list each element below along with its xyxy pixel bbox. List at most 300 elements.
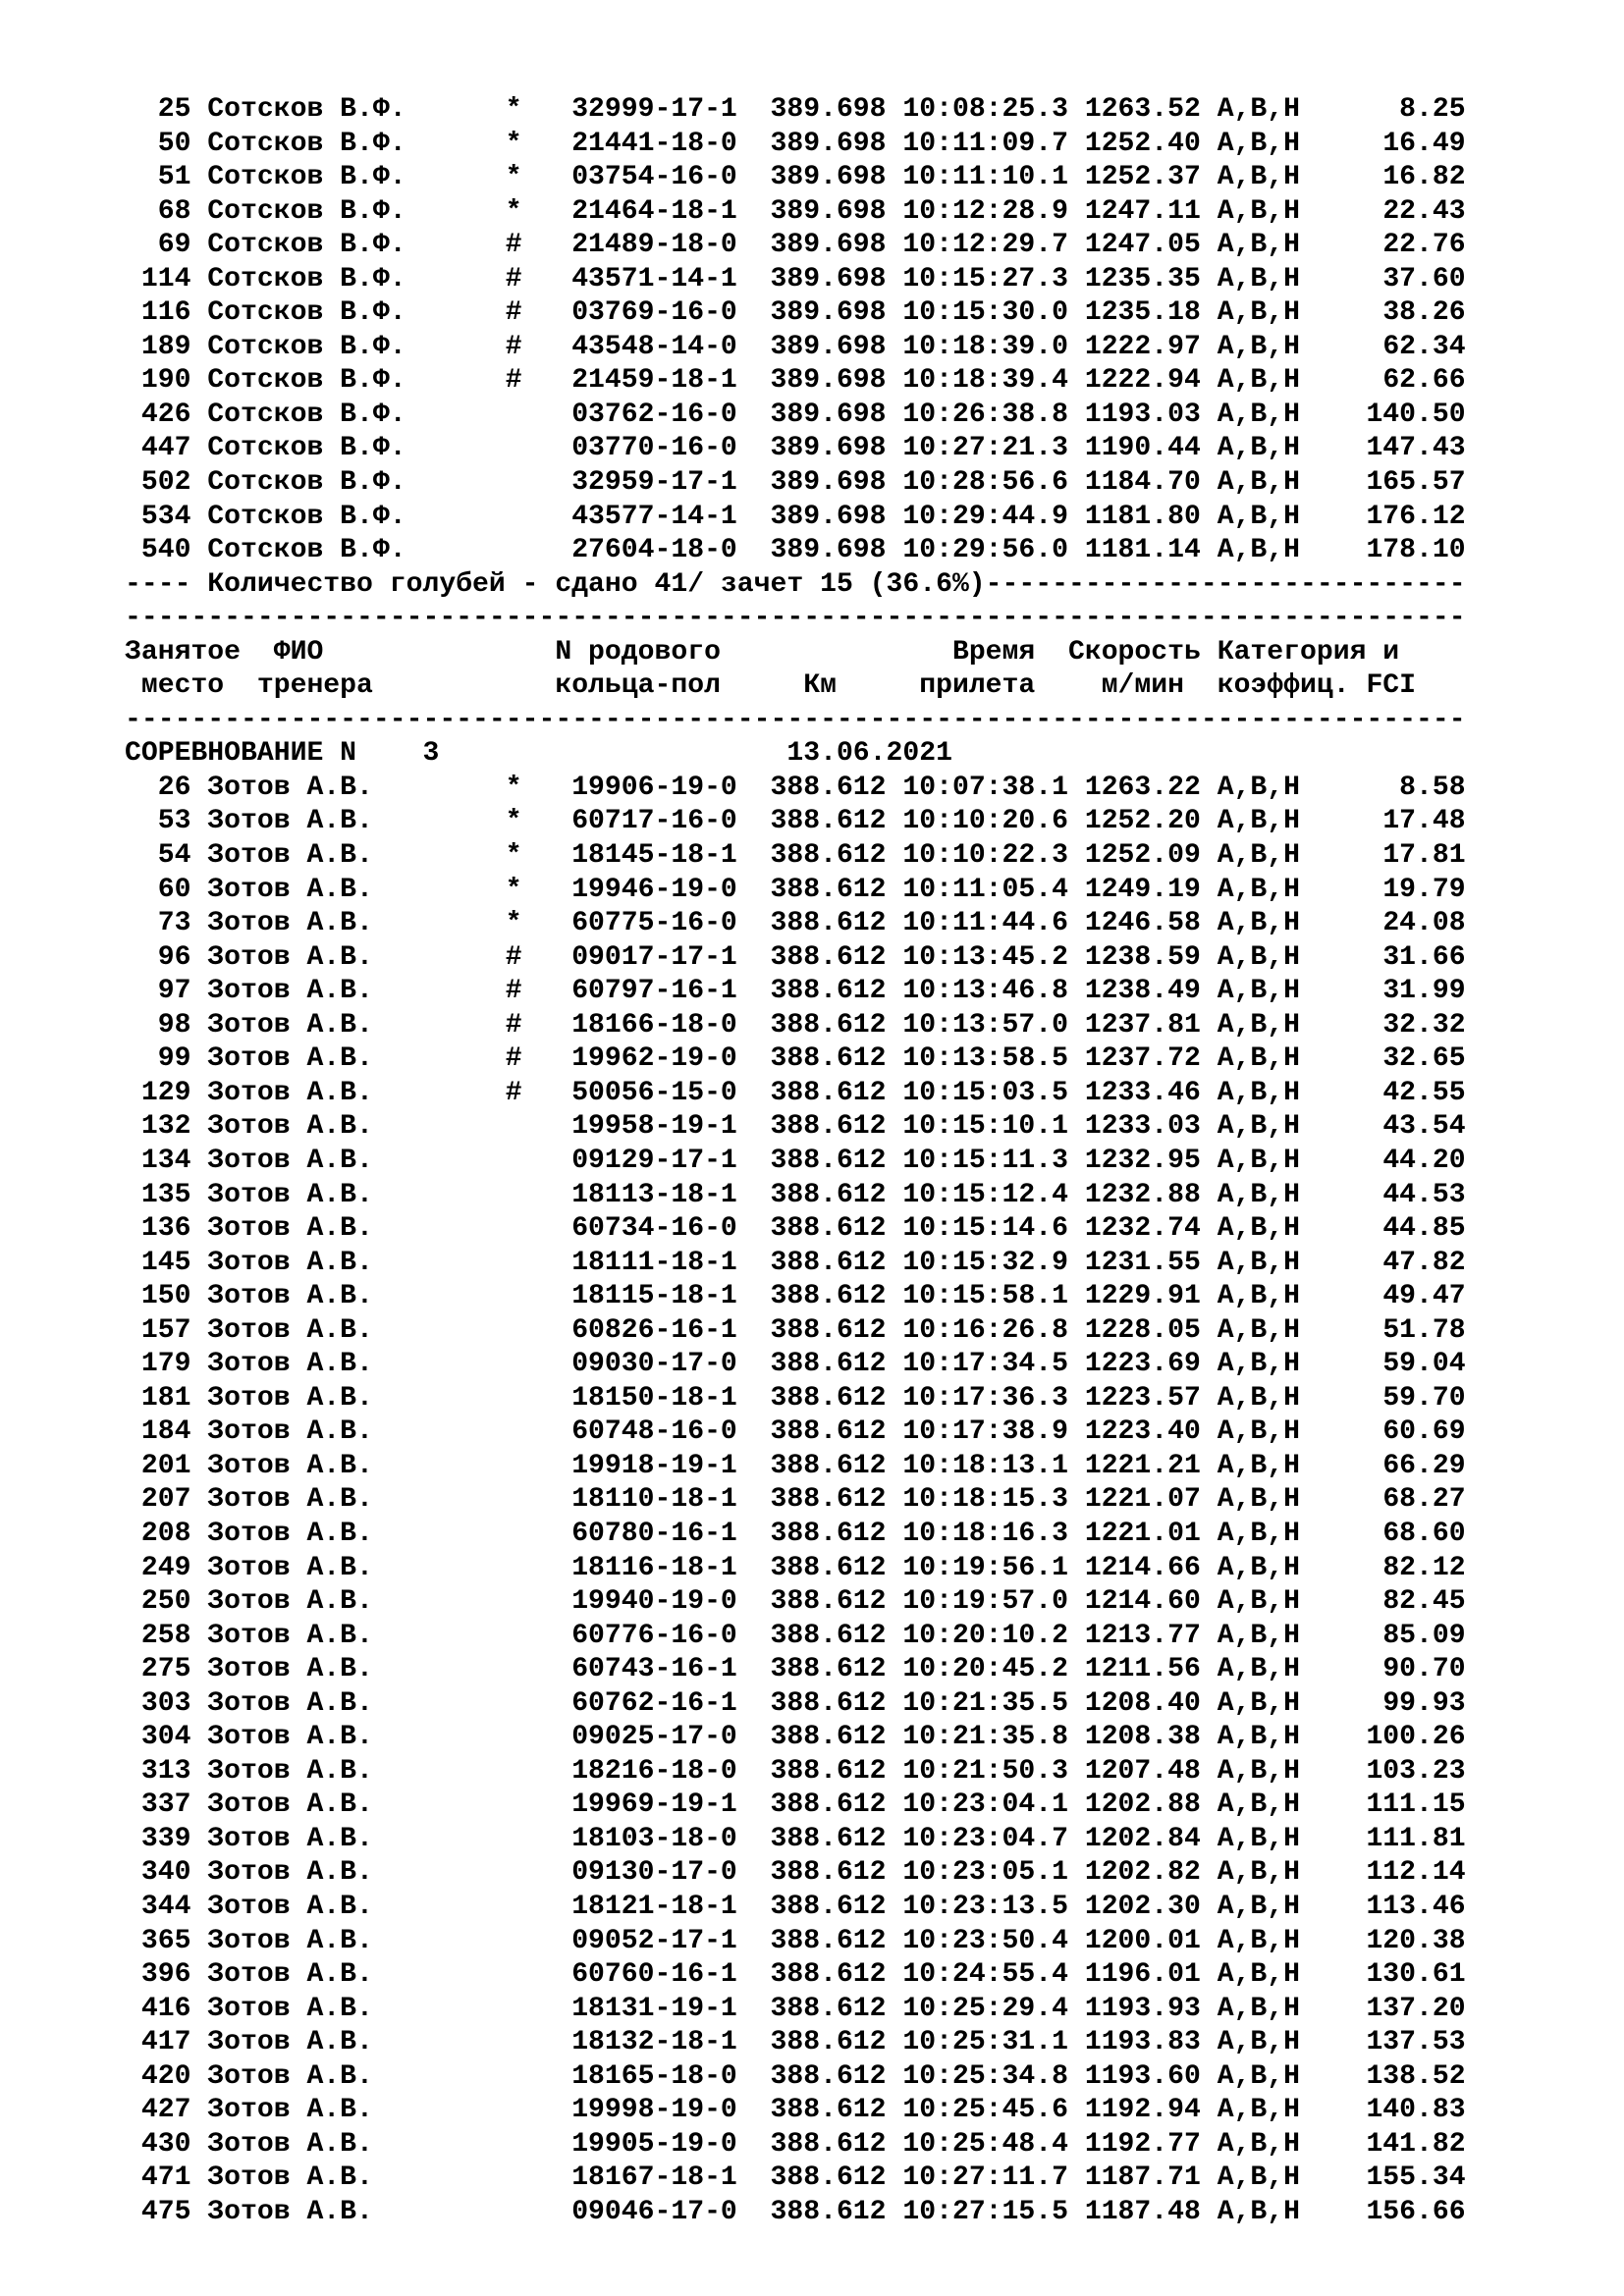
fci-cell: 31.99 <box>1382 976 1466 1007</box>
time-cell: 10:27:15.5 <box>902 2196 1068 2227</box>
speed-cell: 1232.95 <box>1084 1145 1201 1176</box>
result-row <box>125 466 1466 501</box>
ring-cell: 18113-18-1 <box>571 1179 737 1210</box>
place-cell: 116 <box>140 297 191 329</box>
place-cell: 475 <box>140 2196 191 2227</box>
time-cell: 10:12:28.9 <box>902 195 1068 227</box>
fci-cell: 66.29 <box>1382 1450 1466 1481</box>
table-header-line-1 <box>125 636 1466 670</box>
place-cell: 50 <box>157 128 191 159</box>
mark-cell: * <box>505 94 522 125</box>
competition-label: СОРЕВНОВАНИЕ N <box>125 738 357 770</box>
place-cell: 134 <box>140 1145 191 1176</box>
divider-line: --------------------------------------------------------------------------------- <box>125 603 1466 634</box>
time-cell: 10:15:27.3 <box>902 263 1068 294</box>
ring-cell: 03770-16-0 <box>571 433 737 464</box>
trainer-cell: Зотов А.В. <box>207 1213 373 1245</box>
trainer-cell: Зотов А.В. <box>207 1416 373 1448</box>
ring-cell: 18145-18-1 <box>571 840 737 872</box>
km-cell: 388.612 <box>770 2128 887 2160</box>
place-cell: 250 <box>140 1586 191 1618</box>
fci-cell: 47.82 <box>1382 1247 1466 1278</box>
speed-cell: 1247.11 <box>1084 195 1201 227</box>
fci-cell: 130.61 <box>1366 1959 1466 1991</box>
category-cell: А,В,Н <box>1217 94 1301 125</box>
place-cell: 189 <box>140 331 191 362</box>
result-row <box>125 161 1466 195</box>
trainer-cell: Зотов А.В. <box>207 1823 373 1854</box>
speed-cell: 1252.37 <box>1084 162 1201 193</box>
mark-cell: # <box>505 331 522 362</box>
result-row <box>125 1077 1466 1111</box>
fci-cell: 44.20 <box>1382 1145 1466 1176</box>
fci-cell: 178.10 <box>1366 535 1466 566</box>
mark-cell: # <box>505 263 522 294</box>
time-cell: 10:18:39.4 <box>902 365 1068 397</box>
place-cell: 313 <box>140 1755 191 1787</box>
km-cell: 388.612 <box>770 1620 887 1651</box>
time-cell: 10:11:09.7 <box>902 128 1068 159</box>
ring-cell: 21464-18-1 <box>571 195 737 227</box>
header-place-2: место <box>140 670 225 702</box>
time-cell: 10:23:50.4 <box>902 1925 1068 1956</box>
km-cell: 389.698 <box>770 399 887 430</box>
trainer-cell: Зотов А.В. <box>207 1111 373 1143</box>
ring-cell: 18216-18-0 <box>571 1755 737 1787</box>
trainer-cell: Зотов А.В. <box>207 1009 373 1041</box>
km-cell: 388.612 <box>770 1586 887 1618</box>
time-cell: 10:23:05.1 <box>902 1857 1068 1889</box>
trainer-cell: Зотов А.В. <box>207 772 373 803</box>
category-cell: А,В,Н <box>1217 535 1301 566</box>
time-cell: 10:27:11.7 <box>902 2163 1068 2194</box>
trainer-cell: Зотов А.В. <box>207 1043 373 1075</box>
speed-cell: 1263.22 <box>1084 772 1201 803</box>
speed-cell: 1232.74 <box>1084 1213 1201 1245</box>
fci-cell: 38.26 <box>1382 297 1466 329</box>
category-cell: А,В,Н <box>1217 1925 1301 1956</box>
trainer-cell: Зотов А.В. <box>207 1179 373 1210</box>
time-cell: 10:25:48.4 <box>902 2128 1068 2160</box>
mark-cell: # <box>505 1009 522 1041</box>
place-cell: 471 <box>140 2163 191 2194</box>
km-cell: 388.612 <box>770 1959 887 1991</box>
category-cell: А,В,Н <box>1217 399 1301 430</box>
category-cell: А,В,Н <box>1217 128 1301 159</box>
km-cell: 388.612 <box>770 772 887 803</box>
place-cell: 303 <box>140 1687 191 1719</box>
result-row <box>125 2162 1466 2196</box>
speed-cell: 1211.56 <box>1084 1654 1201 1685</box>
category-cell: А,В,Н <box>1217 1518 1301 1549</box>
time-cell: 10:23:04.1 <box>902 1789 1068 1821</box>
fci-cell: 103.23 <box>1366 1755 1466 1787</box>
speed-cell: 1235.18 <box>1084 297 1201 329</box>
km-cell: 388.612 <box>770 1043 887 1075</box>
category-cell: А,В,Н <box>1217 1179 1301 1210</box>
trainer-cell: Зотов А.В. <box>207 2196 373 2227</box>
header-km: Км <box>803 670 837 702</box>
time-cell: 10:13:57.0 <box>902 1009 1068 1041</box>
category-cell: А,В,Н <box>1217 1043 1301 1075</box>
place-cell: 25 <box>157 94 191 125</box>
speed-cell: 1247.05 <box>1084 230 1201 261</box>
ring-cell: 43577-14-1 <box>571 501 737 532</box>
result-row <box>125 1483 1466 1518</box>
trainer-cell: Сотсков В.Ф. <box>207 162 406 193</box>
trainer-cell: Сотсков В.Ф. <box>207 467 406 499</box>
ring-cell: 60760-16-1 <box>571 1959 737 1991</box>
category-cell: А,В,Н <box>1217 2027 1301 2058</box>
ring-cell: 19962-19-0 <box>571 1043 737 1075</box>
place-cell: 190 <box>140 365 191 397</box>
result-row <box>125 229 1466 263</box>
time-cell: 10:15:12.4 <box>902 1179 1068 1210</box>
speed-cell: 1193.03 <box>1084 399 1201 430</box>
ring-cell: 09017-17-1 <box>571 941 737 973</box>
place-cell: 249 <box>140 1552 191 1583</box>
category-cell: А,В,Н <box>1217 1755 1301 1787</box>
speed-cell: 1223.40 <box>1084 1416 1201 1448</box>
mark-cell: # <box>505 976 522 1007</box>
category-cell: А,В,Н <box>1217 1789 1301 1821</box>
ring-cell: 60797-16-1 <box>571 976 737 1007</box>
trainer-cell: Сотсков В.Ф. <box>207 535 406 566</box>
header-speed: Скорость <box>1067 636 1201 667</box>
result-row <box>125 1925 1466 1959</box>
result-row <box>125 1415 1466 1450</box>
place-cell: 430 <box>140 2128 191 2160</box>
category-cell: А,В,Н <box>1217 1382 1301 1414</box>
time-cell: 10:17:38.9 <box>902 1416 1068 1448</box>
speed-cell: 1228.05 <box>1084 1314 1201 1346</box>
km-cell: 388.612 <box>770 1789 887 1821</box>
mark-cell: * <box>505 840 522 872</box>
trainer-cell: Зотов А.В. <box>207 1586 373 1618</box>
speed-cell: 1249.19 <box>1084 874 1201 905</box>
result-row <box>125 296 1466 331</box>
time-cell: 10:15:03.5 <box>902 1077 1068 1108</box>
ring-cell: 18116-18-1 <box>571 1552 737 1583</box>
fci-cell: 62.34 <box>1382 331 1466 362</box>
fci-cell: 120.38 <box>1366 1925 1466 1956</box>
ring-cell: 60776-16-0 <box>571 1620 737 1651</box>
trainer-cell: Зотов А.В. <box>207 1925 373 1956</box>
summary-label: Количество голубей - сдано 41/ зачет 15 (36.6%) <box>207 568 986 600</box>
fci-cell: 42.55 <box>1382 1077 1466 1108</box>
fci-cell: 32.32 <box>1382 1009 1466 1041</box>
time-cell: 10:11:05.4 <box>902 874 1068 905</box>
result-row <box>125 1382 1466 1416</box>
category-cell: А,В,Н <box>1217 365 1301 397</box>
speed-cell: 1181.80 <box>1084 501 1201 532</box>
competition-number: 3 <box>422 738 440 770</box>
category-cell: А,В,Н <box>1217 1450 1301 1481</box>
time-cell: 10:13:46.8 <box>902 976 1068 1007</box>
km-cell: 388.612 <box>770 1484 887 1516</box>
trainer-cell: Зотов А.В. <box>207 2163 373 2194</box>
ring-cell: 19918-19-1 <box>571 1450 737 1481</box>
result-row <box>125 907 1466 941</box>
ring-cell: 19946-19-0 <box>571 874 737 905</box>
result-row <box>125 1721 1466 1755</box>
mark-cell: * <box>505 806 522 837</box>
place-cell: 447 <box>140 433 191 464</box>
time-cell: 10:17:36.3 <box>902 1382 1068 1414</box>
fci-cell: 59.70 <box>1382 1382 1466 1414</box>
km-cell: 388.612 <box>770 941 887 973</box>
speed-cell: 1202.30 <box>1084 1891 1201 1922</box>
time-cell: 10:25:29.4 <box>902 1993 1068 2024</box>
km-cell: 388.612 <box>770 2196 887 2227</box>
speed-cell: 1235.35 <box>1084 263 1201 294</box>
result-row <box>125 1620 1466 1654</box>
time-cell: 10:10:20.6 <box>902 806 1068 837</box>
speed-cell: 1192.77 <box>1084 2128 1201 2160</box>
place-cell: 396 <box>140 1959 191 1991</box>
speed-cell: 1214.66 <box>1084 1552 1201 1583</box>
fci-cell: 111.81 <box>1366 1823 1466 1854</box>
fci-cell: 141.82 <box>1366 2128 1466 2160</box>
trainer-cell: Зотов А.В. <box>207 1722 373 1753</box>
category-cell: А,В,Н <box>1217 1145 1301 1176</box>
place-cell: 339 <box>140 1823 191 1854</box>
time-cell: 10:08:25.3 <box>902 94 1068 125</box>
category-cell: А,В,Н <box>1217 976 1301 1007</box>
category-cell: А,В,Н <box>1217 433 1301 464</box>
category-cell: А,В,Н <box>1217 263 1301 294</box>
result-row <box>125 2094 1466 2128</box>
fci-cell: 24.08 <box>1382 908 1466 939</box>
time-cell: 10:23:04.7 <box>902 1823 1068 1854</box>
ring-cell: 18111-18-1 <box>571 1247 737 1278</box>
place-cell: 304 <box>140 1722 191 1753</box>
speed-cell: 1222.97 <box>1084 331 1201 362</box>
speed-cell: 1190.44 <box>1084 433 1201 464</box>
ring-cell: 03762-16-0 <box>571 399 737 430</box>
speed-cell: 1181.14 <box>1084 535 1201 566</box>
ring-cell: 60762-16-1 <box>571 1687 737 1719</box>
time-cell: 10:11:10.1 <box>902 162 1068 193</box>
category-cell: А,В,Н <box>1217 874 1301 905</box>
fci-cell: 82.12 <box>1382 1552 1466 1583</box>
category-cell: А,В,Н <box>1217 840 1301 872</box>
place-cell: 427 <box>140 2095 191 2126</box>
trainer-cell: Зотов А.В. <box>207 1654 373 1685</box>
ring-cell: 18110-18-1 <box>571 1484 737 1516</box>
category-cell: А,В,Н <box>1217 297 1301 329</box>
category-cell: А,В,Н <box>1217 1281 1301 1312</box>
fci-cell: 16.49 <box>1382 128 1466 159</box>
km-cell: 389.698 <box>770 230 887 261</box>
ring-cell: 18165-18-0 <box>571 2060 737 2092</box>
ring-cell: 21489-18-0 <box>571 230 737 261</box>
result-row <box>125 874 1466 908</box>
category-cell: А,В,Н <box>1217 1857 1301 1889</box>
category-cell: А,В,Н <box>1217 230 1301 261</box>
fci-cell: 100.26 <box>1366 1722 1466 1753</box>
place-cell: 96 <box>157 941 191 973</box>
ring-cell: 09046-17-0 <box>571 2196 737 2227</box>
speed-cell: 1193.93 <box>1084 1993 1201 2024</box>
fci-cell: 44.85 <box>1382 1213 1466 1245</box>
result-row <box>125 1518 1466 1552</box>
speed-cell: 1263.52 <box>1084 94 1201 125</box>
km-cell: 388.612 <box>770 1552 887 1583</box>
km-cell: 388.612 <box>770 1213 887 1245</box>
fci-cell: 60.69 <box>1382 1416 1466 1448</box>
trainer-cell: Зотов А.В. <box>207 2128 373 2160</box>
time-cell: 10:18:15.3 <box>902 1484 1068 1516</box>
category-cell: А,В,Н <box>1217 195 1301 227</box>
km-cell: 388.612 <box>770 908 887 939</box>
ring-cell: 60717-16-0 <box>571 806 737 837</box>
ring-cell: 19905-19-0 <box>571 2128 737 2160</box>
place-cell: 51 <box>157 162 191 193</box>
time-cell: 10:29:56.0 <box>902 535 1068 566</box>
time-cell: 10:24:55.4 <box>902 1959 1068 1991</box>
time-cell: 10:23:13.5 <box>902 1891 1068 1922</box>
place-cell: 337 <box>140 1789 191 1821</box>
speed-cell: 1214.60 <box>1084 1586 1201 1618</box>
mark-cell: * <box>505 874 522 905</box>
km-cell: 388.612 <box>770 2027 887 2058</box>
ring-cell: 32959-17-1 <box>571 467 737 499</box>
result-row <box>125 1280 1466 1314</box>
trainer-cell: Сотсков В.Ф. <box>207 331 406 362</box>
km-cell: 388.612 <box>770 1382 887 1414</box>
place-cell: 184 <box>140 1416 191 1448</box>
ring-cell: 03769-16-0 <box>571 297 737 329</box>
place-cell: 26 <box>157 772 191 803</box>
category-cell: А,В,Н <box>1217 1349 1301 1380</box>
trainer-cell: Зотов А.В. <box>207 1620 373 1651</box>
speed-cell: 1193.83 <box>1084 2027 1201 2058</box>
km-cell: 388.612 <box>770 1722 887 1753</box>
result-row <box>125 128 1466 162</box>
result-row <box>125 399 1466 433</box>
category-cell: А,В,Н <box>1217 1247 1301 1278</box>
place-cell: 132 <box>140 1111 191 1143</box>
km-cell: 389.698 <box>770 365 887 397</box>
fci-cell: 176.12 <box>1366 501 1466 532</box>
category-cell: А,В,Н <box>1217 2128 1301 2160</box>
header-ring: N родового <box>555 636 721 667</box>
category-cell: А,В,Н <box>1217 1687 1301 1719</box>
result-row <box>125 1042 1466 1077</box>
speed-cell: 1221.21 <box>1084 1450 1201 1481</box>
trainer-cell: Зотов А.В. <box>207 1314 373 1346</box>
category-cell: А,В,Н <box>1217 806 1301 837</box>
fci-cell: 22.76 <box>1382 230 1466 261</box>
fci-cell: 112.14 <box>1366 1857 1466 1889</box>
category-cell: А,В,Н <box>1217 1077 1301 1108</box>
speed-cell: 1184.70 <box>1084 467 1201 499</box>
result-row <box>125 1789 1466 1823</box>
time-cell: 10:19:57.0 <box>902 1586 1068 1618</box>
time-cell: 10:18:39.0 <box>902 331 1068 362</box>
fci-cell: 32.65 <box>1382 1043 1466 1075</box>
result-row <box>125 941 1466 976</box>
result-row <box>125 1755 1466 1789</box>
time-cell: 10:21:35.8 <box>902 1722 1068 1753</box>
fci-cell: 51.78 <box>1382 1314 1466 1346</box>
trainer-cell: Сотсков В.Ф. <box>207 399 406 430</box>
trainer-cell: Сотсков В.Ф. <box>207 501 406 532</box>
category-cell: А,В,Н <box>1217 162 1301 193</box>
ring-cell: 21441-18-0 <box>571 128 737 159</box>
ring-cell: 18132-18-1 <box>571 2027 737 2058</box>
fci-cell: 147.43 <box>1366 433 1466 464</box>
fci-cell: 31.66 <box>1382 941 1466 973</box>
speed-cell: 1252.40 <box>1084 128 1201 159</box>
category-cell: А,В,Н <box>1217 501 1301 532</box>
place-cell: 502 <box>140 467 191 499</box>
ring-cell: 09030-17-0 <box>571 1349 737 1380</box>
summary-line: ---- Количество голубей - сдано 41/ зачет 15 (36.6%)----------------------------- <box>125 568 1466 600</box>
fci-cell: 43.54 <box>1382 1111 1466 1143</box>
fci-cell: 99.93 <box>1382 1687 1466 1719</box>
speed-cell: 1187.48 <box>1084 2196 1201 2227</box>
category-cell: А,В,Н <box>1217 331 1301 362</box>
speed-cell: 1237.81 <box>1084 1009 1201 1041</box>
mark-cell: # <box>505 230 522 261</box>
km-cell: 389.698 <box>770 535 887 566</box>
category-cell: А,В,Н <box>1217 1891 1301 1922</box>
time-cell: 10:29:44.9 <box>902 501 1068 532</box>
fci-cell: 155.34 <box>1366 2163 1466 2194</box>
result-row <box>125 2026 1466 2060</box>
category-cell: А,В,Н <box>1217 1823 1301 1854</box>
place-cell: 201 <box>140 1450 191 1481</box>
time-cell: 10:25:45.6 <box>902 2095 1068 2126</box>
category-cell: А,В,Н <box>1217 1722 1301 1753</box>
ring-cell: 50056-15-0 <box>571 1077 737 1108</box>
result-row <box>125 1179 1466 1213</box>
ring-cell: 27604-18-0 <box>571 535 737 566</box>
result-row <box>125 1348 1466 1382</box>
place-cell: 365 <box>140 1925 191 1956</box>
result-row <box>125 195 1466 230</box>
km-cell: 388.612 <box>770 1450 887 1481</box>
time-cell: 10:12:29.7 <box>902 230 1068 261</box>
trainer-cell: Сотсков В.Ф. <box>207 195 406 227</box>
time-cell: 10:20:10.2 <box>902 1620 1068 1651</box>
time-cell: 10:13:45.2 <box>902 941 1068 973</box>
category-cell: А,В,Н <box>1217 908 1301 939</box>
trainer-cell: Зотов А.В. <box>207 1145 373 1176</box>
place-cell: 150 <box>140 1281 191 1312</box>
result-row <box>125 364 1466 399</box>
category-cell: А,В,Н <box>1217 1993 1301 2024</box>
place-cell: 420 <box>140 2060 191 2092</box>
ring-cell: 43548-14-0 <box>571 331 737 362</box>
km-cell: 389.698 <box>770 128 887 159</box>
speed-cell: 1246.58 <box>1084 908 1201 939</box>
km-cell: 388.612 <box>770 1077 887 1108</box>
ring-cell: 09025-17-0 <box>571 1722 737 1753</box>
fci-cell: 68.27 <box>1382 1484 1466 1516</box>
ring-cell: 19940-19-0 <box>571 1586 737 1618</box>
result-row <box>125 975 1466 1009</box>
trainer-cell: Зотов А.В. <box>207 2095 373 2126</box>
km-cell: 389.698 <box>770 162 887 193</box>
speed-cell: 1223.57 <box>1084 1382 1201 1414</box>
speed-cell: 1233.03 <box>1084 1111 1201 1143</box>
divider-line: --------------------------------------------------------------------------------- <box>125 704 1466 735</box>
km-cell: 388.612 <box>770 976 887 1007</box>
trainer-cell: Зотов А.В. <box>207 941 373 973</box>
